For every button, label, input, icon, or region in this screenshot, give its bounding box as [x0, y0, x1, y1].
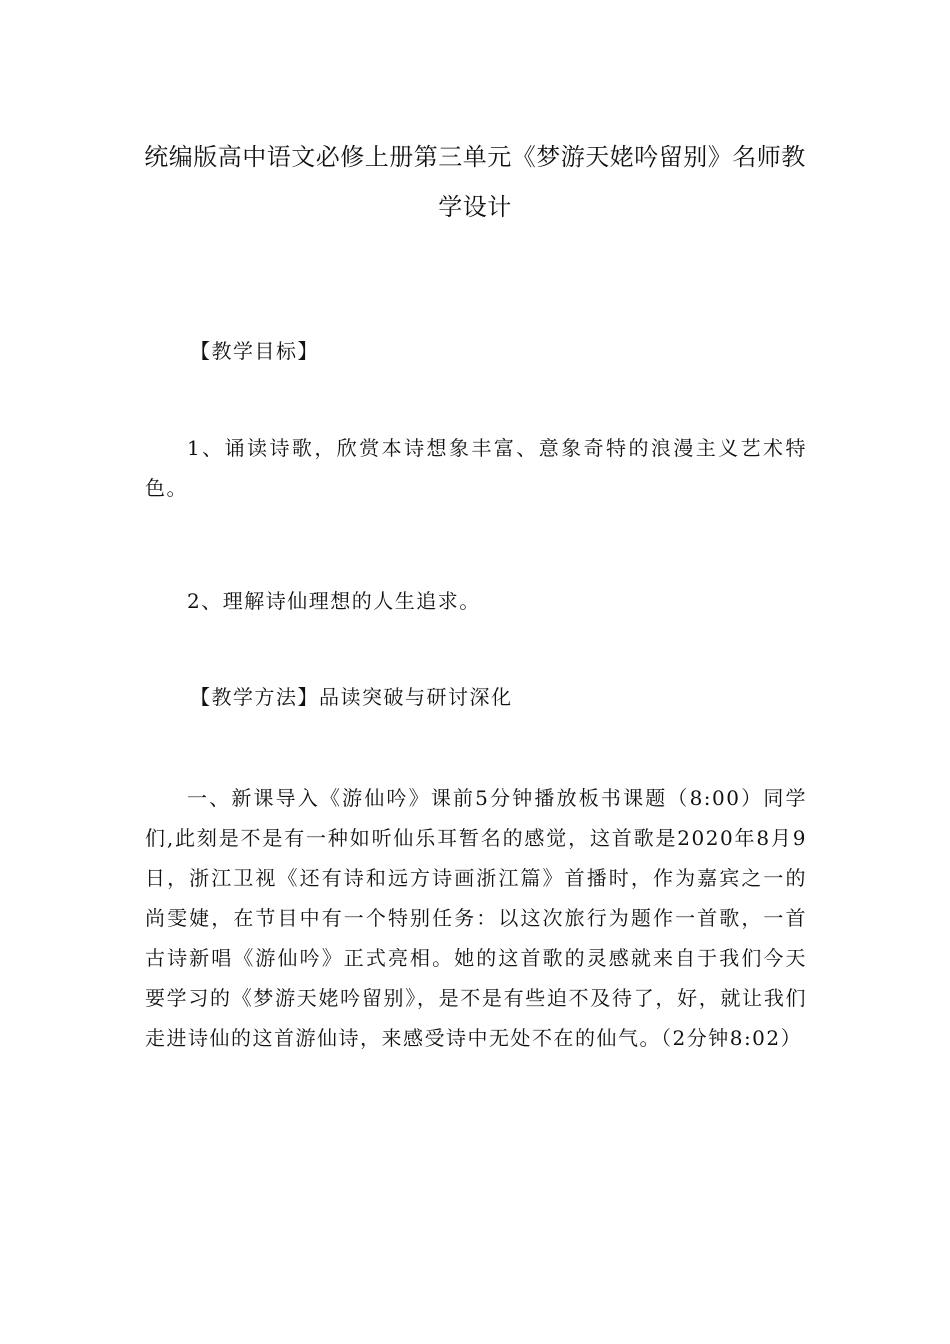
teaching-method: 【教学方法】品读突破与研讨深化	[190, 685, 513, 709]
objectives-heading: 【教学目标】	[190, 339, 319, 363]
document-title: 统编版高中语文必修上册第三单元《梦游天姥吟留别》名师教学设计	[144, 143, 806, 221]
objective-1: 1、诵读诗歌，欣赏本诗想象丰富、意象奇特的浪漫主义艺术特色。	[145, 436, 807, 500]
objective-2: 2、理解诗仙理想的人生追求。	[187, 589, 481, 613]
lesson-intro-paragraph: 一、新课导入《游仙吟》课前5分钟播放板书课题（8:00）同学们,此刻是不是有一种如听仙乐耳暂名的感觉，这首歌是2020年8月9日，浙江卫视《还有诗和远方诗画浙江篇》首播时，作为嘉宾之一的尚雯婕，在节目中有一个特别任务：以这次旅行为题作一首歌，一首古诗新唱《游仙吟》正式亮相。她的这首歌的灵感就来自于我们今天要学习的《梦游天姥吟留别》，是不是有些迫不及待了，好，就让我们走进诗仙的这首游仙诗，来感受诗中无处不在的仙气。（2分钟8:02）	[145, 786, 807, 1050]
